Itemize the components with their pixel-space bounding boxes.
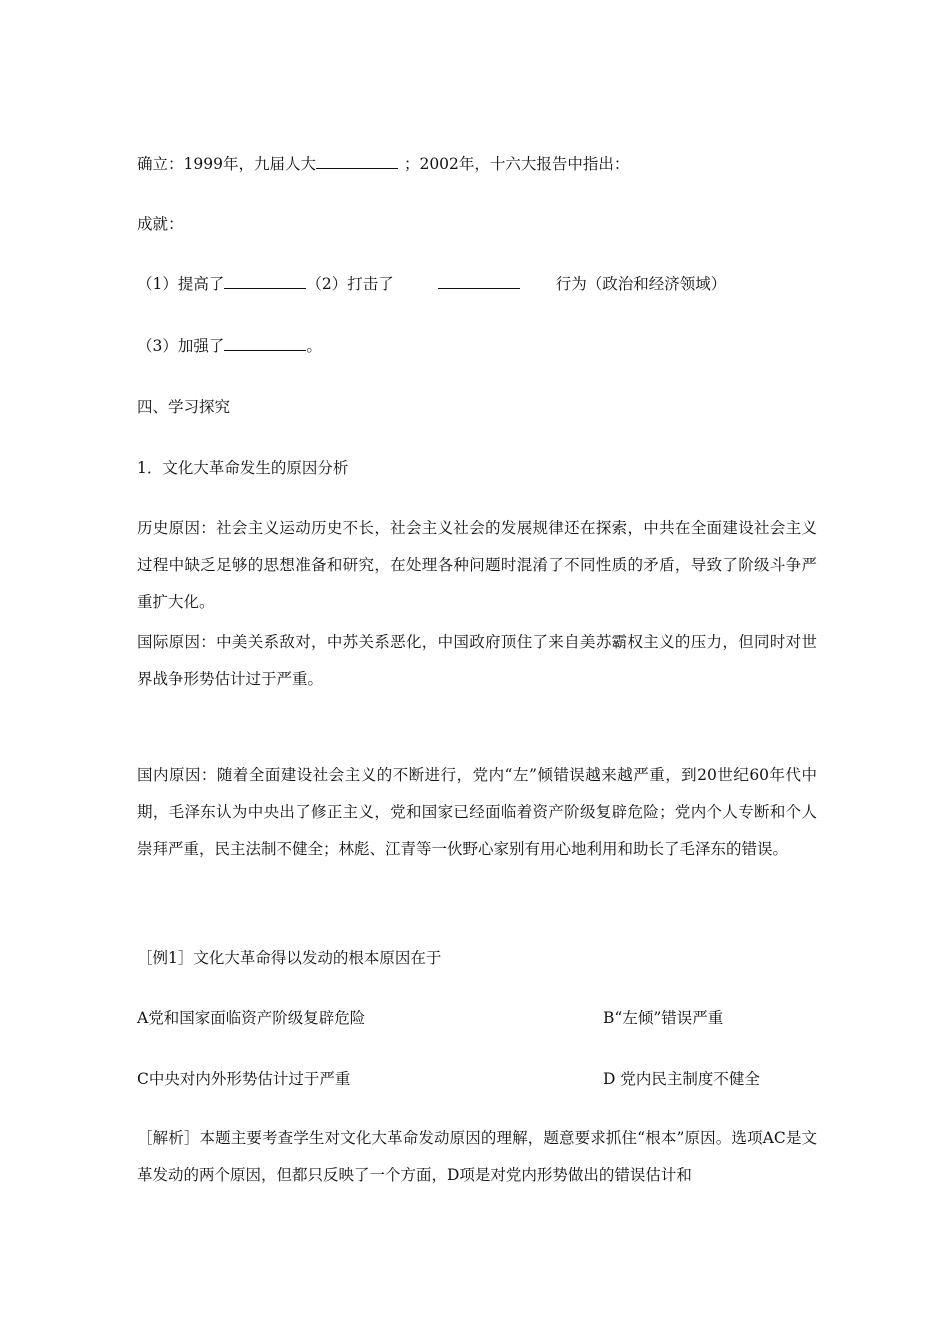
section-subheading: 1．文化大革命发生的原因分析 bbox=[137, 459, 349, 477]
option-b: B“左倾”错误严重 bbox=[603, 1009, 724, 1027]
achievement-2-label: （2）打击了 bbox=[306, 275, 394, 293]
option-c: C中央对内外形势估计过于严重 bbox=[137, 1070, 351, 1088]
achievements-heading: 成就： bbox=[137, 215, 184, 233]
blank-1 bbox=[316, 154, 398, 169]
section-heading: 四、学习探究 bbox=[137, 398, 231, 416]
achievements-line-2 bbox=[137, 336, 817, 356]
achievement-3-label: （3）加强了 bbox=[137, 337, 225, 355]
achievement-1-label: （1）提高了 bbox=[137, 275, 225, 293]
achievement-2-suffix: 行为（政治和经济领域） bbox=[555, 275, 727, 293]
blank-4 bbox=[224, 336, 306, 351]
establishment-middle: ；2002年，十六大报告中指出： bbox=[403, 155, 630, 173]
blank-3 bbox=[438, 274, 520, 289]
blank-2 bbox=[224, 274, 306, 289]
option-d: D 党内民主制度不健全 bbox=[603, 1070, 760, 1088]
establishment-line bbox=[137, 154, 817, 174]
paragraph-international: 国际原因：中美关系敌对，中苏关系恶化，中国政府顶住了来自美苏霸权主义的压力，但同时对世界战争形势估计过于严重。 bbox=[137, 633, 817, 688]
achievement-3-suffix: 。 bbox=[306, 337, 322, 355]
example-question: ［例1］文化大革命得以发动的根本原因在于 bbox=[137, 949, 442, 967]
establishment-prefix: 确立：1999年，九届人大 bbox=[137, 155, 316, 173]
example-options-row-2 bbox=[137, 1069, 817, 1089]
example-options-row-1 bbox=[137, 1008, 817, 1028]
paragraph-historical: 历史原因：社会主义运动历史不长，社会主义社会的发展规律还在探索，中共在全面建设社会主义过程中缺乏足够的思想准备和研究，在处理各种问题时混淆了不同性质的矛盾，导致了阶级斗争严重扩大化。 bbox=[137, 519, 817, 611]
paragraph-domestic: 国内原因：随着全面建设社会主义的不断进行，党内“左”倾错误越来越严重，到20世纪60年代中期，毛泽东认为中央出了修正主义，党和国家已经面临着资产阶级复辟危险；党内个人专断和个人崇拜严重，民主法制不健全；林彪、江青等一伙野心家别有用心地利用和助长了毛泽东的错误。 bbox=[137, 766, 817, 858]
example-analysis: ［解析］本题主要考查学生对文化大革命发动原因的理解，题意要求抓住“根本”原因。选项AC是文革发动的两个原因，但都只反映了一个方面，D项是对党内形势做出的错误估计和 bbox=[137, 1129, 817, 1184]
option-a: A党和国家面临资产阶级复辟危险 bbox=[137, 1009, 366, 1027]
achievements-line-1 bbox=[137, 274, 817, 294]
